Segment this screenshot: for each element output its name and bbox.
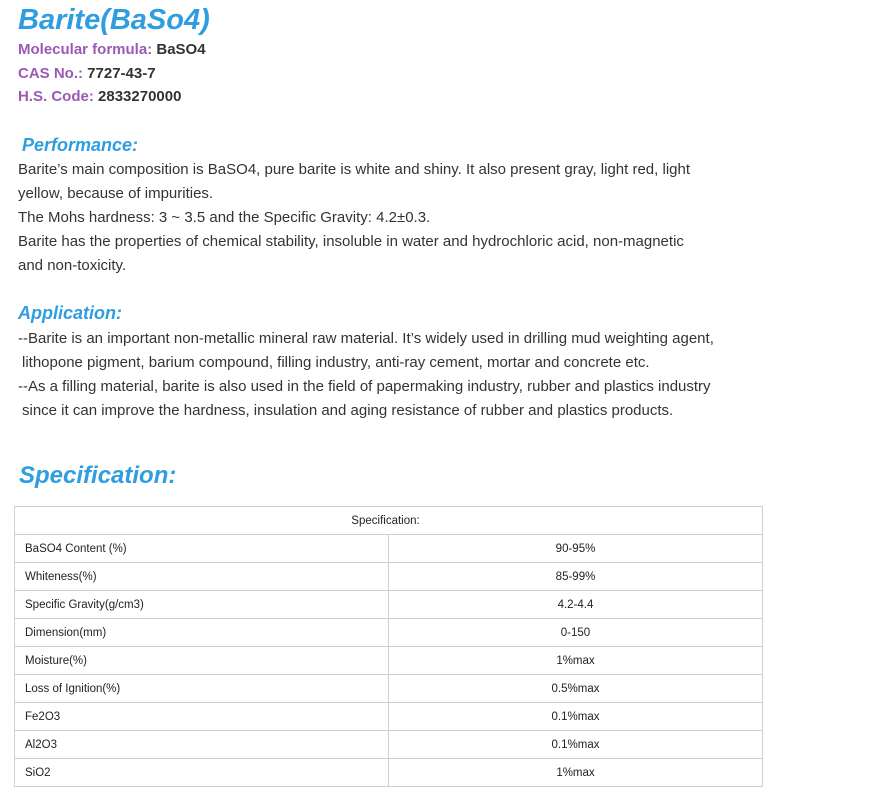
application-line: lithopone pigment, barium compound, filling industry, anti-ray cement, mortar and concrete etc.	[22, 354, 650, 371]
performance-line: Barite’s main composition is BaSO4, pure barite is white and shiny. It also present gray, light red, light	[18, 161, 690, 178]
table-row	[15, 731, 763, 759]
property-cell: Loss of Ignition(%)	[15, 675, 389, 703]
cas-row	[18, 62, 206, 86]
value-cell: 0.5%max	[389, 675, 763, 703]
application-heading: Application:	[18, 303, 122, 323]
property-cell: Specific Gravity(g/cm3)	[15, 591, 389, 619]
table-row	[15, 675, 763, 703]
table-header-cell: Specification:	[15, 507, 763, 535]
molecular-formula-row	[18, 38, 206, 62]
molecular-formula-label: Molecular formula:	[18, 41, 153, 58]
performance-line: The Mohs hardness: 3 ~ 3.5 and the Specific Gravity: 4.2±0.3.	[18, 209, 431, 226]
hs-code-value: 2833270000	[98, 88, 182, 105]
performance-heading: Performance:	[22, 135, 139, 155]
specification-table	[14, 506, 763, 787]
table-row	[15, 759, 763, 787]
performance-line: yellow, because of impurities.	[18, 185, 214, 202]
value-cell: 90-95%	[389, 535, 763, 563]
specification-heading: Specification:	[19, 462, 177, 489]
hs-code-label: H.S. Code:	[18, 88, 94, 105]
value-cell: 4.2-4.4	[389, 591, 763, 619]
property-cell: Al2O3	[15, 731, 389, 759]
property-cell: Fe2O3	[15, 703, 389, 731]
performance-line: Barite has the properties of chemical stability, insoluble in water and hydrochloric acid, non-magnetic	[18, 233, 684, 250]
property-cell: Moisture(%)	[15, 647, 389, 675]
cas-value: 7727-43-7	[87, 64, 156, 82]
property-cell: BaSO4 Content (%)	[15, 535, 389, 563]
application-line: since it can improve the hardness, insulation and aging resistance of rubber and plastics products.	[22, 402, 674, 419]
property-cell: SiO2	[15, 759, 389, 787]
value-cell: 85-99%	[389, 563, 763, 591]
cas-label: CAS No.:	[18, 64, 83, 82]
application-text	[18, 327, 714, 423]
performance-text	[18, 158, 690, 278]
application-line: --Barite is an important non-metallic mineral raw material. It’s widely used in drilling mud weighting agent,	[18, 330, 714, 347]
hs-code-row	[18, 85, 206, 109]
value-cell: 1%max	[389, 647, 763, 675]
application-line: --As a filling material, barite is also used in the field of papermaking industry, rubber and plastics industry	[18, 378, 711, 395]
product-meta	[18, 38, 206, 109]
property-cell: Dimension(mm)	[15, 619, 389, 647]
molecular-formula-value: BaSO4	[156, 41, 206, 58]
table-row	[15, 647, 763, 675]
table-row	[15, 535, 763, 563]
value-cell: 0.1%max	[389, 703, 763, 731]
property-cell: Whiteness(%)	[15, 563, 389, 591]
table-row	[15, 703, 763, 731]
performance-line: and non-toxicity.	[18, 257, 127, 274]
value-cell: 1%max	[389, 759, 763, 787]
table-row	[15, 563, 763, 591]
page-title: Barite(BaSo4)	[18, 4, 210, 36]
table-row	[15, 619, 763, 647]
value-cell: 0.1%max	[389, 731, 763, 759]
table-header-row	[15, 507, 763, 535]
value-cell: 0-150	[389, 619, 763, 647]
table-row	[15, 591, 763, 619]
